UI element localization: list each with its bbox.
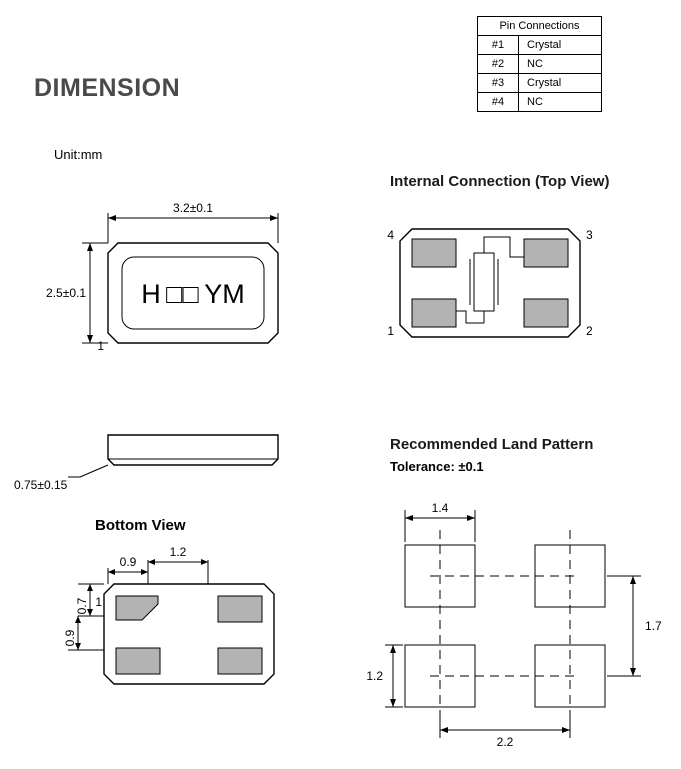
pin-function: NC [519, 93, 602, 112]
internal-pad-4 [412, 239, 456, 267]
pin-function: Crystal [519, 74, 602, 93]
table-row [478, 74, 602, 93]
land-dim-right: 1.7 [645, 619, 662, 633]
pin-function: NC [519, 55, 602, 74]
table-row [478, 55, 602, 74]
land-dim-bottom: 2.2 [496, 735, 514, 749]
land-dim-top: 1.4 [431, 501, 449, 515]
unit-label: Unit:mm [54, 147, 103, 162]
pin-number: #4 [478, 93, 519, 112]
internal-pin1-label: 1 [387, 324, 394, 338]
tolerance-label: Tolerance: ±0.1 [390, 459, 484, 474]
page-title: DIMENSION [34, 74, 181, 102]
top-view-pin1-label: 1 [97, 339, 104, 353]
internal-pad-1 [412, 299, 456, 327]
internal-pin4-label: 4 [387, 228, 394, 242]
internal-connection-title: Internal Connection (Top View) [390, 173, 610, 190]
side-view-drawing [14, 415, 320, 515]
land-pattern-title: Recommended Land Pattern [390, 436, 594, 453]
top-view-height-dim: 2.5±0.1 [46, 286, 86, 300]
side-view-thickness-dim: 0.75±0.15 [14, 478, 68, 492]
internal-pin2-label: 2 [586, 324, 593, 338]
bottom-view-dim-07-left: 0.7 [75, 597, 89, 615]
table-row [478, 93, 602, 112]
bottom-view-dim-09-top: 0.9 [119, 555, 137, 569]
bottom-pad-2 [116, 648, 160, 674]
bottom-view-dim-09-left: 0.9 [63, 629, 77, 647]
internal-pad-2 [524, 299, 568, 327]
bottom-view-pin1-label: 1 [95, 595, 102, 609]
pin-table-header: Pin Connections [478, 17, 602, 36]
internal-pin3-label: 3 [586, 228, 593, 242]
pin-connections-table [477, 16, 602, 112]
pin-function: Crystal [519, 36, 602, 55]
table-row [478, 36, 602, 55]
land-pattern-drawing [366, 490, 665, 750]
land-dim-left: 1.2 [366, 669, 383, 683]
top-view-width-dim: 3.2±0.1 [173, 201, 213, 215]
pin-number: #1 [478, 36, 519, 55]
pin-number: #3 [478, 74, 519, 93]
bottom-view-title: Bottom View [95, 517, 186, 534]
internal-pad-3 [524, 239, 568, 267]
table-header-row [478, 17, 602, 36]
package-marking: H □□ YM [141, 279, 245, 309]
bottom-pad-4 [218, 596, 262, 622]
bottom-view-dim-12-top: 1.2 [169, 545, 187, 559]
bottom-pad-3 [218, 648, 262, 674]
pin-number: #2 [478, 55, 519, 74]
top-view-drawing [46, 195, 320, 375]
internal-connection-drawing [387, 215, 610, 375]
bottom-view-drawing [60, 540, 320, 730]
